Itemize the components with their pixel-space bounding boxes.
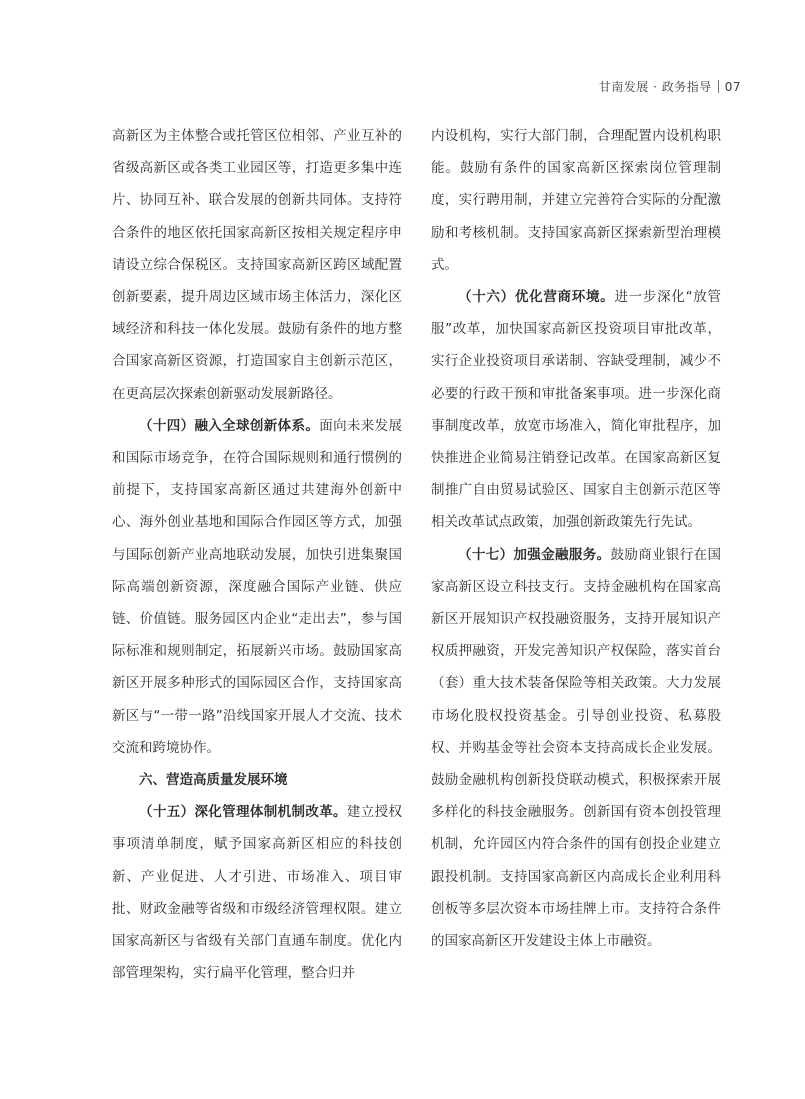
right-column [431,120,721,957]
paragraph-continued: 高新区为主体整合或托管区位相邻、产业互补的省级高新区或各类工业园区等，打造更多集中连片、协同互补、联合发展的创新共同体。支持符合条件的地区依托国家高新区按相关规定程序申请设立综合保税区。支持国家高新区跨区域配置创新要素，提升周边区域市场主体活力，深化区域经济和科技一体化发展。鼓励有条件的地方整合国家高新区资源，打造国家自主创新示范区，在更高层次探索创新驱动发展新路径。 [112,128,402,402]
header-title: 甘南发展 · 政务指导 [598,80,712,94]
section-heading: 六、营造高质量发展环境 [139,772,288,789]
paragraph-financial-services [431,539,721,958]
paragraph-business-environment [431,281,721,539]
paragraph-lead: （十七）加强金融服务。 [458,546,611,563]
page-number: 07 [724,80,741,94]
paragraph-continued: 内设机构，实行大部门制，合理配置内设机构职能。鼓励有条件的国家高新区探索岗位管理制度，实行聘用制，并建立完善符合实际的分配激励和考核机制。支持国家高新区探索新型治理模式。 [431,128,721,273]
running-header [599,78,741,95]
paragraph-lead: （十五）深化管理体制机制改革。 [139,804,347,821]
paragraph-body: 建立授权事项清单制度，赋予国家高新区相应的科技创新、产业促进、人才引进、市场准入、项目审批、财政金融等省级和市级经济管理权限。建立国家高新区与省级有关部门直通车制度。优化内部管理架构，实行扁平化管理，整合归并 [112,804,403,982]
paragraph-body: 进一步深化“放管服”改革，加快国家高新区投资项目审批改革，实行企业投资项目承诺制、容缺受理制，减少不必要的行政干预和审批备案事项。进一步深化商事制度改革，放宽市场准入，简化审批程序，加快推进企业简易注销登记改革。在国家高新区复制推广自由贸易试验区、国家自主创新示范区等相关改革试点政策，加强创新政策先行先试。 [431,289,722,531]
paragraph-lead: （十六）优化营商环境。 [458,289,615,306]
paragraph-body: 面向未来发展和国际市场竞争，在符合国际规则和通行惯例的前提下，支持国家高新区通过共建海外创新中心、海外创业基地和国际合作园区等方式，加强与国际创新产业高地联动发展，加快引进集聚国际高端创新资源，深度融合国际产业链、供应链、价值链。服务园区内企业“走出去”，参与国际标准和规则制定，拓展新兴市场。鼓励国家高新区开展多种形式的国际园区合作，支持国家高新区与“一带一路”沿线国家开展人才交流、技术交流和跨境协作。 [112,417,403,756]
left-column [112,120,402,989]
header-divider [718,80,719,93]
paragraph-lead: （十四）融入全球创新体系。 [139,417,320,434]
paragraph-body: 鼓励商业银行在国家高新区设立科技支行。支持金融机构在国家高新区开展知识产权投融资服务，支持开展知识产权质押融资，开发完善知识产权保险，落实首台（套）重大技术装备保险等相关政策。大力发展市场化股权投资基金。引导创业投资、私募股权、并购基金等社会资本支持高成长企业发展。鼓励金融机构创新投贷联动模式，积极探索开展多样化的科技金融服务。创新国有资本创投管理机制，允许园区内符合条件的国有创投企业建立跟投机制。支持国家高新区内高成长企业利用科创板等多层次资本市场挂牌上市。支持符合条件的国家高新区开发建设主体上市融资。 [431,546,722,950]
paragraph-global-innovation [112,410,402,764]
paragraph-management-reform [112,796,402,989]
